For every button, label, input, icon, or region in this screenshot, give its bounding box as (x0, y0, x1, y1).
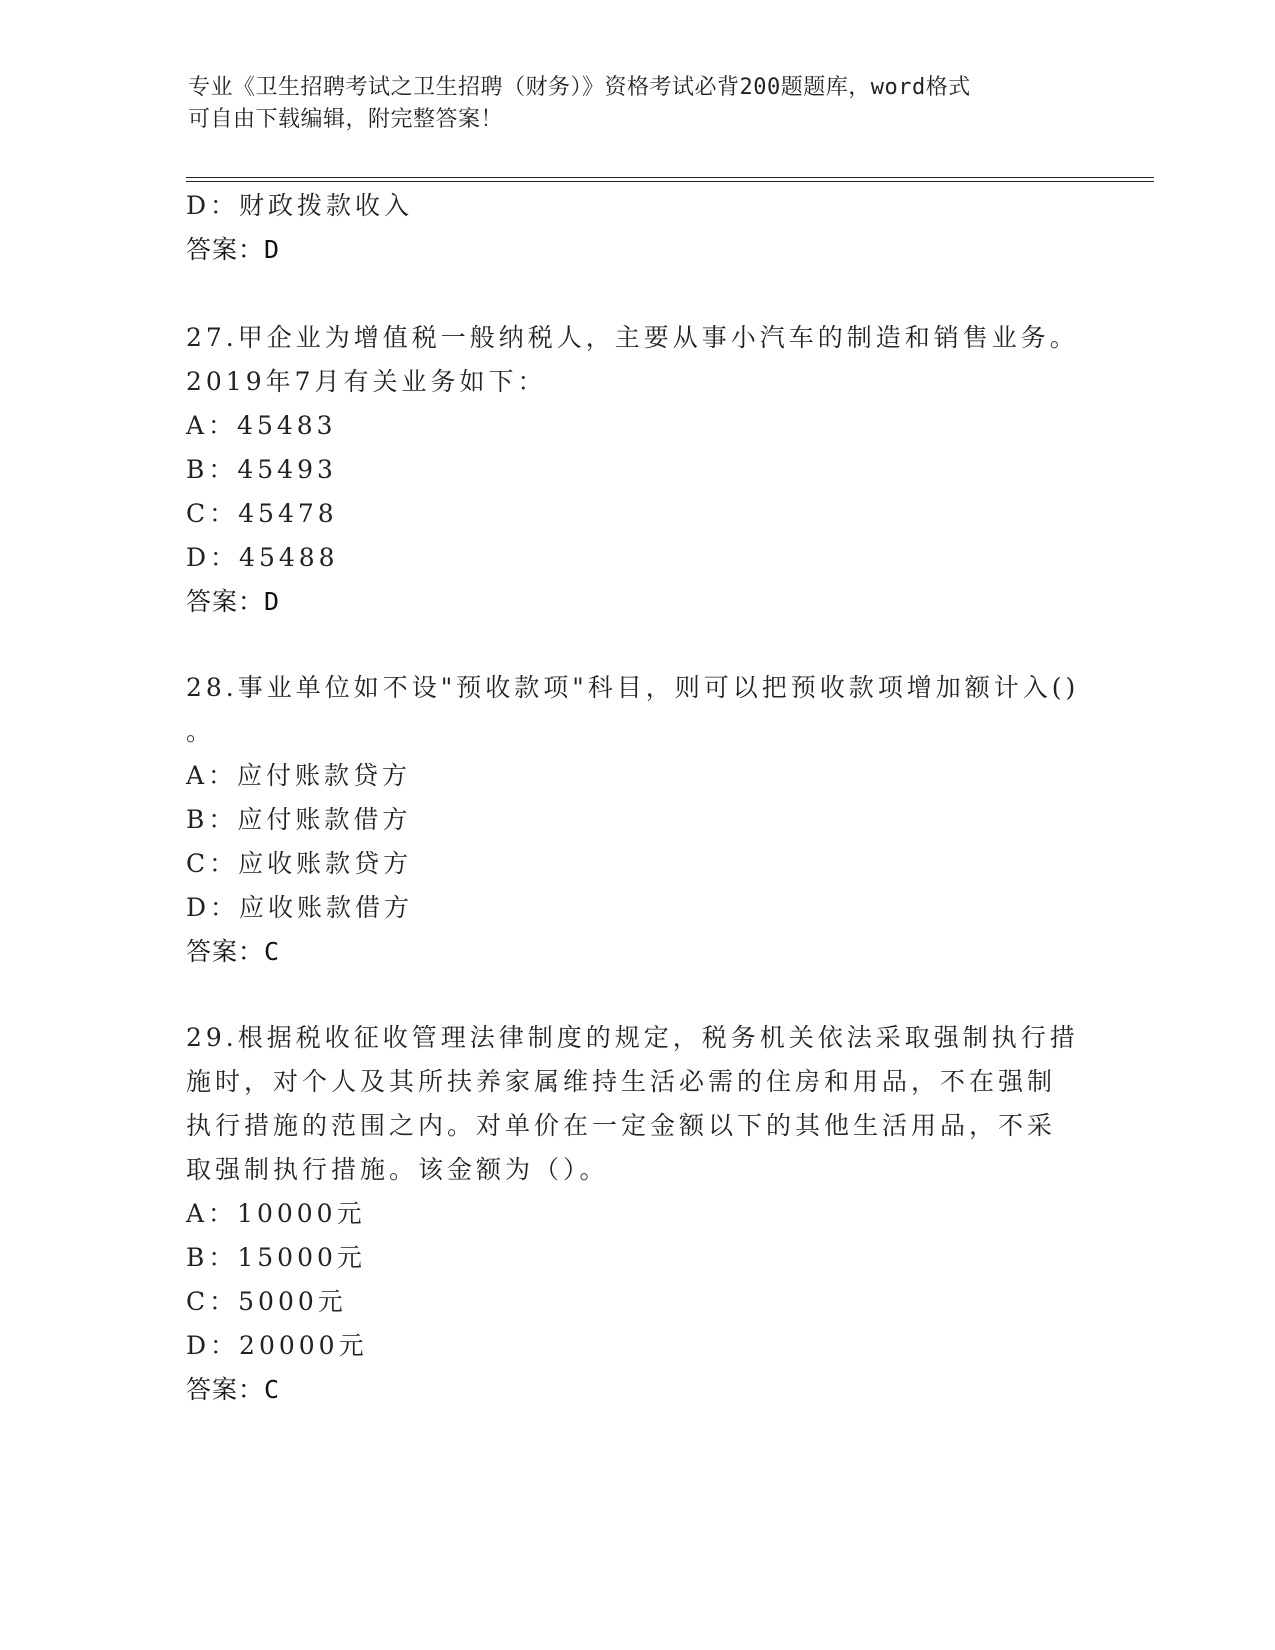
q27-option-a: A：45483 (186, 411, 337, 440)
q28-answer: 答案：C (186, 937, 281, 966)
q29-option-a: A：10000元 (186, 1199, 366, 1228)
page-header (188, 72, 1068, 136)
header-title-line-2: 可自由下载编辑，附完整答案！ (188, 107, 504, 132)
q29-option-d: D：20000元 (186, 1331, 368, 1360)
q29-question-line-4: 取强制执行措施。该金额为（）。 (186, 1155, 609, 1184)
q29-question-line-3: 执行措施的范围之内。对单价在一定金额以下的其他生活用品，不采 (186, 1111, 1057, 1140)
q28-option-c: C：应收账款贷方 (186, 849, 413, 878)
q27-option-d: D：45488 (186, 543, 339, 572)
q28-option-d: D：应收账款借方 (186, 893, 414, 922)
q27-answer: 答案：D (186, 587, 281, 616)
q27-question-line-2: 2019年7月有关业务如下： (186, 367, 547, 396)
q28-option-b: B：应付账款借方 (186, 805, 412, 834)
q29-question-line-2: 施时，对个人及其所扶养家属维持生活必需的住房和用品，不在强制 (186, 1067, 1057, 1096)
q27-option-b: B：45493 (186, 455, 337, 484)
q29-option-b: B：15000元 (186, 1243, 366, 1272)
q27-question-line-1: 27.甲企业为增值税一般纳税人，主要从事小汽车的制造和销售业务。 (186, 323, 1079, 352)
q28-option-a: A：应付账款贷方 (186, 761, 412, 790)
q28-question-line-1: 28.事业单位如不设"预收款项"科目，则可以把预收款项增加额计入() (186, 673, 1080, 702)
q29-answer: 答案：C (186, 1375, 281, 1404)
q26-answer: 答案：D (186, 235, 281, 264)
header-title-line-1: 专业《卫生招聘考试之卫生招聘（财务）》资格考试必背200题题库，word格式 (188, 75, 971, 100)
header-divider (186, 177, 1154, 182)
q29-option-c: C：5000元 (186, 1287, 347, 1316)
q28-question-line-2: 。 (186, 717, 216, 746)
q29-question-line-1: 29.根据税收征收管理法律制度的规定，税务机关依法采取强制执行措 (186, 1023, 1079, 1052)
q26-option-d: D：财政拨款收入 (186, 191, 414, 220)
q27-option-c: C：45478 (186, 499, 338, 528)
